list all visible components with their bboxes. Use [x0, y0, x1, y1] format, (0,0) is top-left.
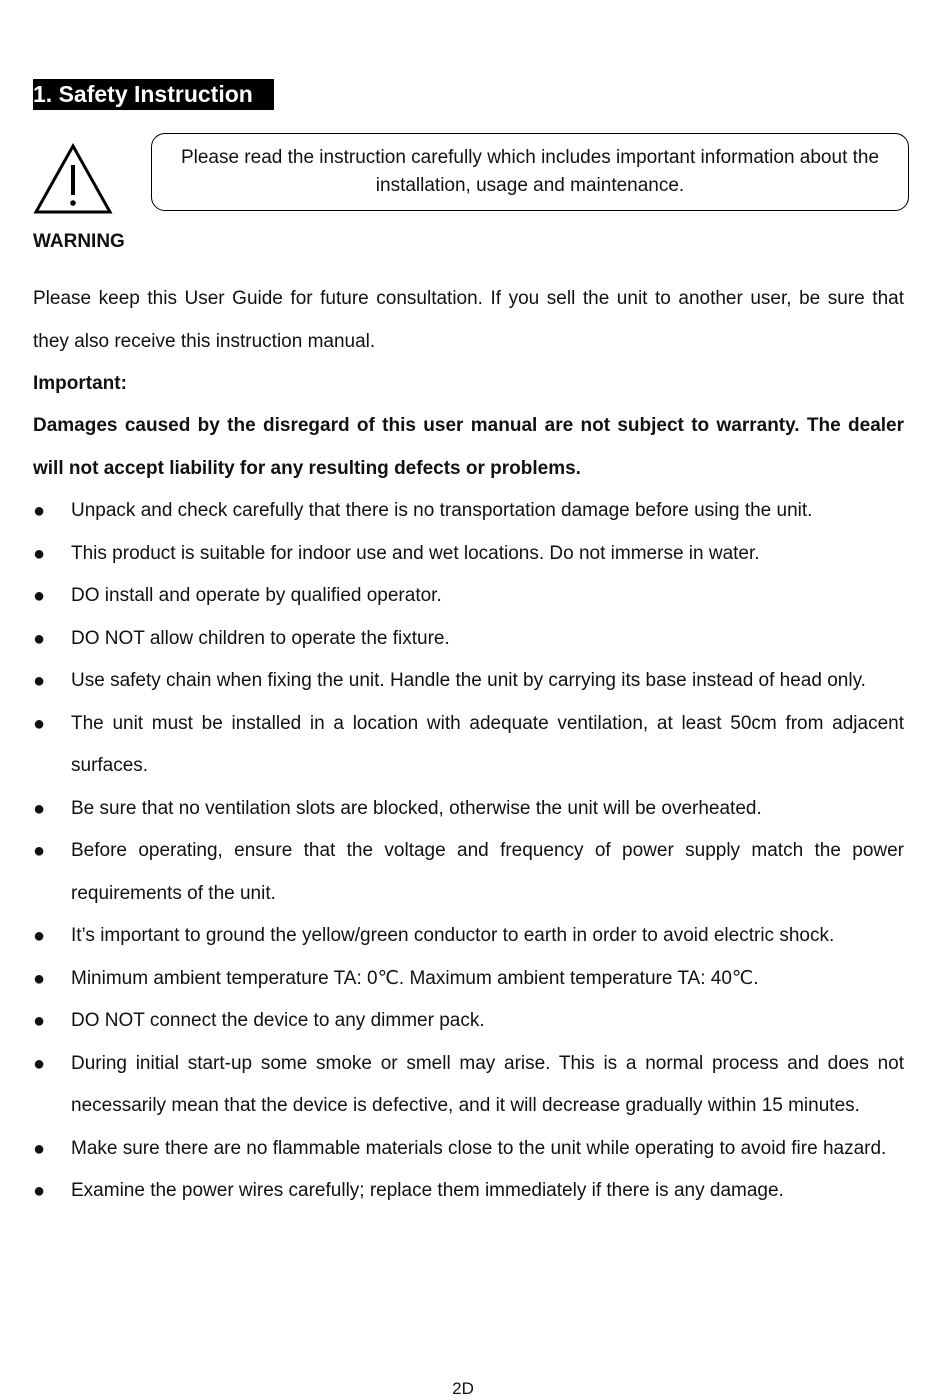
- intro-paragraph: Please keep this User Guide for future consultation. If you sell the unit to another user, be sure that they also receive this instruction manual.: [33, 288, 904, 352]
- list-item: [33, 1000, 904, 1043]
- bullet-dot-icon: ●: [33, 1180, 46, 1202]
- list-item: [33, 830, 904, 915]
- list-item-text: DO install and operate by qualified operator.: [71, 585, 442, 606]
- list-item: [33, 1170, 904, 1213]
- bullet-dot-icon: ●: [33, 925, 46, 947]
- bullet-dot-icon: ●: [33, 585, 46, 607]
- bullet-dot-icon: ●: [33, 967, 46, 990]
- list-item: [33, 660, 904, 703]
- safety-bullet-list: [33, 490, 904, 1213]
- list-item: [33, 788, 904, 831]
- list-item-text: Use safety chain when fixing the unit. Handle the unit by carrying its base instead of head only.: [71, 670, 866, 691]
- list-item-text: DO NOT connect the device to any dimmer pack.: [71, 1010, 485, 1031]
- bullet-dot-icon: ●: [33, 500, 46, 522]
- section-heading: 1. Safety Instruction: [33, 79, 274, 110]
- list-item: [33, 958, 904, 1001]
- list-item-text: Minimum ambient temperature TA: 0℃. Maximum ambient temperature TA: 40℃.: [71, 967, 759, 989]
- list-item: [33, 575, 904, 618]
- list-item: [33, 1128, 904, 1171]
- list-item-text: Examine the power wires carefully; replace them immediately if there is any damage.: [71, 1180, 784, 1201]
- bullet-dot-icon: ●: [33, 797, 46, 820]
- notice-box: [151, 133, 909, 211]
- list-item: [33, 618, 904, 661]
- warning-label: WARNING: [33, 231, 125, 252]
- bullet-dot-icon: ●: [33, 1052, 46, 1075]
- list-item-text: Make sure there are no flammable materials close to the unit while operating to avoid fire hazard.: [71, 1137, 887, 1159]
- warning-triangle-icon: [33, 143, 113, 215]
- list-item-text: DO NOT allow children to operate the fixture.: [71, 627, 450, 649]
- bullet-dot-icon: ●: [33, 670, 46, 692]
- list-item-text: During initial start-up some smoke or smell may arise. This is a normal process and does not necessarily mean that the device is defective, and it will decrease gradually within 15 minutes.: [71, 1052, 904, 1116]
- list-item: [33, 915, 904, 958]
- page-number: 2D: [452, 1379, 474, 1398]
- list-item-text: The unit must be installed in a location with adequate ventilation, at least 50cm from adjacent surfaces.: [71, 712, 904, 776]
- bullet-dot-icon: ●: [33, 1010, 46, 1032]
- list-item-text: Be sure that no ventilation slots are blocked, otherwise the unit will be overheated.: [71, 797, 762, 819]
- list-item: [33, 533, 904, 576]
- bullet-dot-icon: ●: [33, 712, 46, 735]
- list-item: [33, 490, 904, 533]
- list-item-text: Unpack and check carefully that there is no transportation damage before using the unit.: [71, 500, 813, 521]
- bullet-dot-icon: ●: [33, 1137, 46, 1160]
- list-item-text: Before operating, ensure that the voltage and frequency of power supply match the power requirements of the unit.: [71, 840, 904, 904]
- bullet-dot-icon: ●: [33, 542, 46, 565]
- bullet-dot-icon: ●: [33, 840, 46, 862]
- bullet-dot-icon: ●: [33, 627, 46, 650]
- important-paragraph: Damages caused by the disregard of this user manual are not subject to warranty. The dealer will not accept liability for any resulting defects or problems.: [33, 415, 904, 479]
- notice-text: Please read the instruction carefully which includes important information about the installation, usage and maintenance.: [180, 147, 880, 196]
- list-item: [33, 1043, 904, 1128]
- list-item-text: This product is suitable for indoor use and wet locations. Do not immerse in water.: [71, 542, 760, 564]
- list-item-text: It’s important to ground the yellow/green conductor to earth in order to avoid electric shock.: [71, 925, 835, 946]
- list-item: [33, 703, 904, 788]
- important-label: Important:: [33, 373, 127, 394]
